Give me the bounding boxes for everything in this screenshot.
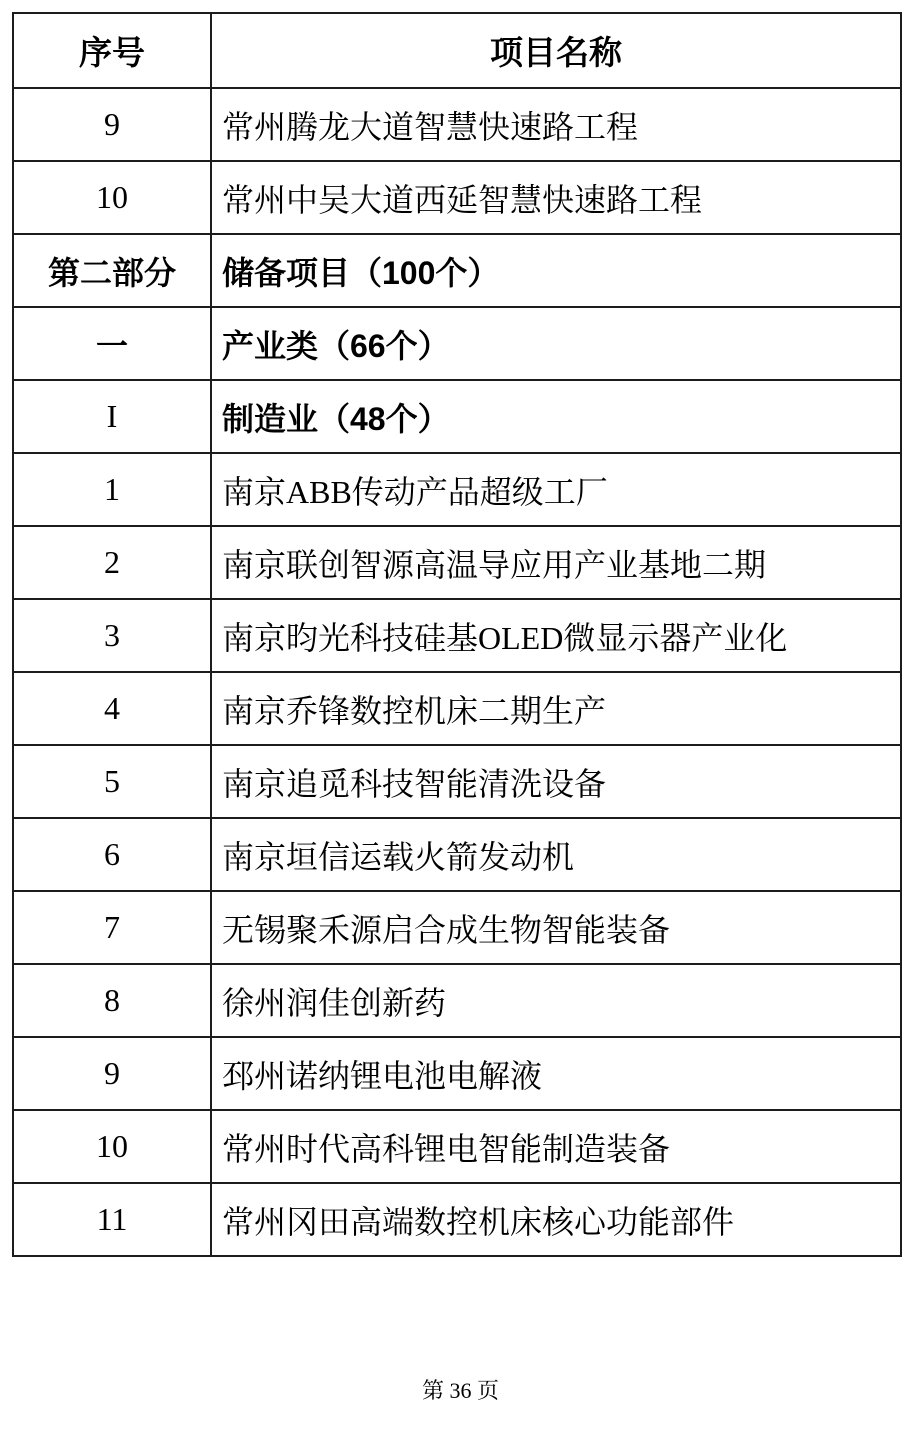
- project-name-cell: 常州中吴大道西延智慧快速路工程: [211, 161, 901, 234]
- table-row: [13, 161, 901, 234]
- column-header-serial: 序号: [13, 13, 211, 88]
- serial-cell: 11: [13, 1183, 211, 1256]
- serial-cell: 一: [13, 307, 211, 380]
- serial-cell: 10: [13, 161, 211, 234]
- table-row: [13, 818, 901, 891]
- project-name-cell: 常州腾龙大道智慧快速路工程: [211, 88, 901, 161]
- project-name-cell: 制造业（48个）: [211, 380, 901, 453]
- table-row: [13, 234, 901, 307]
- column-header-project-name: 项目名称: [211, 13, 901, 88]
- header-row: [13, 13, 901, 88]
- table-row: [13, 964, 901, 1037]
- project-name-cell: 常州冈田高端数控机床核心功能部件: [211, 1183, 901, 1256]
- project-name-cell: 南京垣信运载火箭发动机: [211, 818, 901, 891]
- serial-cell: 3: [13, 599, 211, 672]
- serial-cell: 9: [13, 88, 211, 161]
- table-header: [13, 13, 901, 88]
- table-row: [13, 672, 901, 745]
- table-row: [13, 380, 901, 453]
- table-row: [13, 1110, 901, 1183]
- serial-cell: 6: [13, 818, 211, 891]
- serial-cell: 第二部分: [13, 234, 211, 307]
- table-row: [13, 745, 901, 818]
- table-row: [13, 1183, 901, 1256]
- table-row: [13, 526, 901, 599]
- table-row: [13, 88, 901, 161]
- project-name-cell: 南京乔锋数控机床二期生产: [211, 672, 901, 745]
- project-name-cell: 南京ABB传动产品超级工厂: [211, 453, 901, 526]
- serial-cell: 9: [13, 1037, 211, 1110]
- project-name-cell: 无锡聚禾源启合成生物智能装备: [211, 891, 901, 964]
- project-name-cell: 南京追觅科技智能清洗设备: [211, 745, 901, 818]
- table-row: [13, 453, 901, 526]
- projects-table: [12, 12, 902, 1257]
- page-number: 第 36 页: [421, 1378, 499, 1403]
- serial-cell: 1: [13, 453, 211, 526]
- project-name-cell: 南京昀光科技硅基OLED微显示器产业化: [211, 599, 901, 672]
- project-name-cell: 产业类（66个）: [211, 307, 901, 380]
- serial-cell: 8: [13, 964, 211, 1037]
- serial-cell: 4: [13, 672, 211, 745]
- project-name-cell: 邳州诺纳锂电池电解液: [211, 1037, 901, 1110]
- serial-cell: 5: [13, 745, 211, 818]
- serial-cell: 2: [13, 526, 211, 599]
- project-name-cell: 南京联创智源高温导应用产业基地二期: [211, 526, 901, 599]
- table-row: [13, 307, 901, 380]
- serial-cell: 10: [13, 1110, 211, 1183]
- table-row: [13, 1037, 901, 1110]
- serial-cell: 7: [13, 891, 211, 964]
- table-row: [13, 599, 901, 672]
- project-name-cell: 储备项目（100个）: [211, 234, 901, 307]
- project-name-cell: 徐州润佳创新药: [211, 964, 901, 1037]
- table-row: [13, 891, 901, 964]
- table-body: [13, 88, 901, 1256]
- serial-cell: I: [13, 380, 211, 453]
- project-name-cell: 常州时代高科锂电智能制造装备: [211, 1110, 901, 1183]
